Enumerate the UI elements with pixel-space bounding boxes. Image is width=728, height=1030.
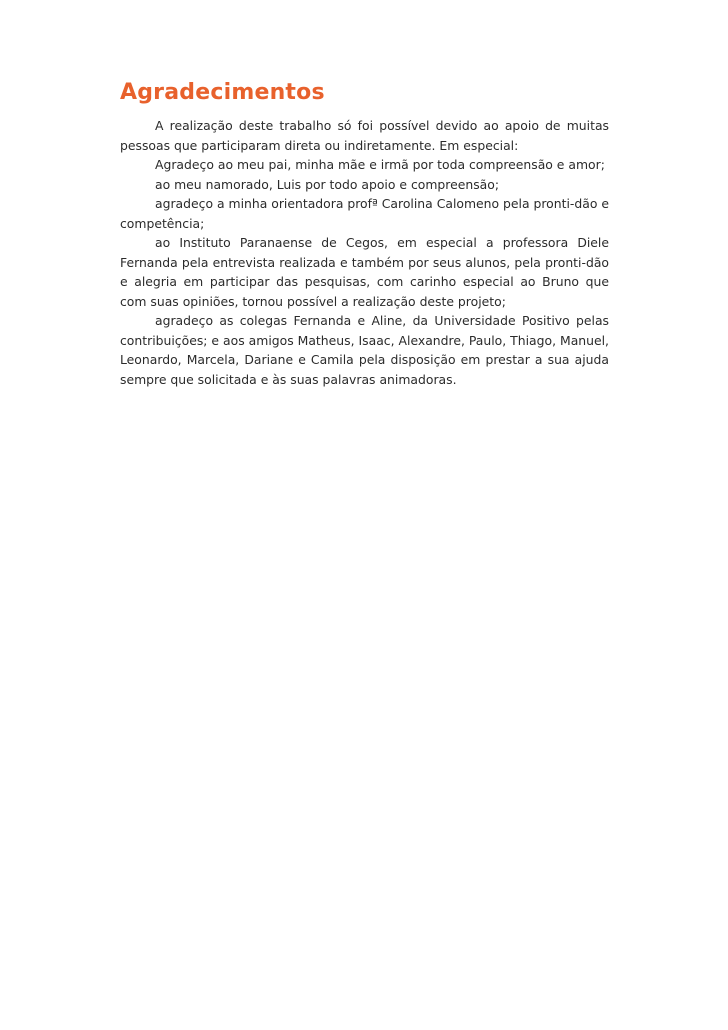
paragraph-friends: agradeço as colegas Fernanda e Aline, da Universidade Positivo pelas contribuições; e aos amigos Matheus, Isaac, Alexandre, Paulo, Thiago, Manuel, Leonardo, Marcela, Dariane e Camila pela disposição em prestar a sua ajuda sempre que solicitada e às suas palavras animadoras. — [120, 313, 609, 387]
document-page — [120, 78, 609, 389]
paragraph-intro: A realização deste trabalho só foi possível devido ao apoio de muitas pessoas que participaram direta ou indiretamente. Em especial: — [120, 118, 609, 153]
paragraph-boyfriend: ao meu namorado, Luis por todo apoio e compreensão; — [155, 176, 499, 192]
paragraph-institute: ao Instituto Paranaense de Cegos, em especial a professora Diele Fernanda pela entrevista realizada e também por seus alunos, pela pronti-dão e alegria em participar das pesquisas, com carinho especial ao Bruno que com suas opiniões, tornou possível a realização deste projeto; — [120, 235, 609, 309]
paragraph-family: Agradeço ao meu pai, minha mãe e irmã por toda compreensão e amor; — [155, 157, 605, 172]
paragraph-advisor: agradeço a minha orientadora profª Carolina Calomeno pela pronti-dão e competência; — [120, 196, 609, 231]
page-title: Agradecimentos — [120, 80, 325, 105]
